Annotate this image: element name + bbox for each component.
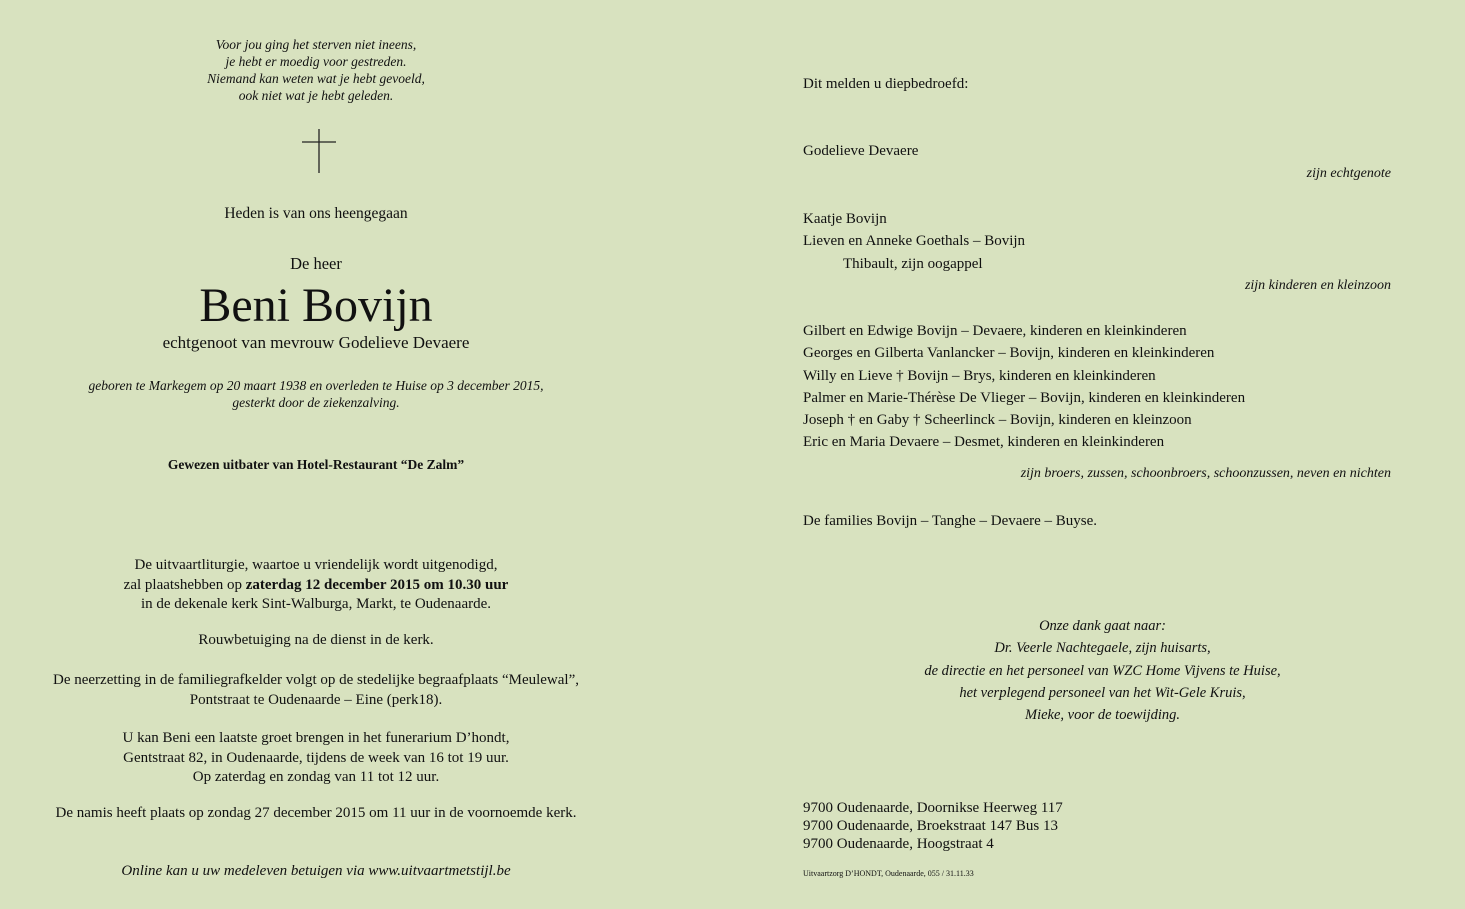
visitation-line: U kan Beni een laatste groet brengen in het funerarium D’hondt, xyxy=(122,730,510,746)
birth-death-line: geboren te Markegem op 20 maart 1938 en overleden te Huise op 3 december 2015, xyxy=(88,378,544,393)
list-item: Eric en Maria Devaere – Desmet, kinderen en kleinkinderen xyxy=(803,434,1165,451)
online-condolence: Online kan u uw medeleven betuigen via www.uitvaartmetstijl.be xyxy=(121,863,511,879)
funeral-info xyxy=(0,556,632,615)
siblings-role: zijn broers, zussen, schoonbroers, schoonzussen, neven en nichten xyxy=(1020,466,1391,481)
former-occupation: Gewezen uitbater van Hotel-Restaurant “De Zalm” xyxy=(167,457,465,472)
list-item: Gilbert en Edwige Bovijn – Devaere, kinderen en kleinkinderen xyxy=(803,323,1187,339)
addresses xyxy=(803,799,1063,853)
deceased-name: Beni Bovijn xyxy=(199,279,433,332)
children-list xyxy=(803,208,1025,275)
visitation-info xyxy=(0,729,632,788)
address-line: 9700 Oudenaarde, Hoogstraat 4 xyxy=(803,836,994,852)
poem-line: ook niet wat je hebt geleden. xyxy=(238,88,394,103)
poem-line: Voor jou ging het sterven niet ineens, xyxy=(215,37,417,52)
funeral-line: De uitvaartliturgie, waartoe u vriendelijk wordt uitgenodigd, xyxy=(134,557,498,573)
address-line: 9700 Oudenaarde, Broekstraat 147 Bus 13 xyxy=(803,818,1058,834)
visitation-line: Op zaterdag en zondag van 11 tot 12 uur. xyxy=(192,769,440,785)
list-item: Palmer en Marie-Thérèse De Vlieger – Bovijn, kinderen en kleinkinderen xyxy=(803,389,1246,406)
address-line: 9700 Oudenaarde, Doornikse Heerweg 117 xyxy=(803,800,1063,816)
intro-line: Dit melden u diepbedroefd: xyxy=(803,76,969,92)
burial-info xyxy=(0,671,632,710)
families-line: De families Bovijn – Tanghe – Devaere – Buyse. xyxy=(803,513,1098,529)
list-item: Thibault, zijn oogappel xyxy=(843,255,983,272)
list-item: Lieven en Anneke Goethals – Bovijn xyxy=(803,233,1026,250)
birth-death-line: gesterkt door de ziekenzalving. xyxy=(232,395,400,410)
funeral-line: in de dekenale kerk Sint-Walburga, Markt, te Oudenaarde. xyxy=(140,596,492,612)
funeral-date: zaterdag 12 december 2015 om 10.30 uur xyxy=(245,576,509,593)
thanks-line: Mieke, voor de toewijding. xyxy=(1024,707,1181,724)
poem xyxy=(0,36,632,104)
undertaker-info: Uitvaartzorg D’HONDT, Oudenaarde, 055 / 31.11.33 xyxy=(803,869,974,878)
siblings-list xyxy=(803,320,1245,454)
birth-death-info xyxy=(0,377,632,411)
wife-role: zijn echtgenote xyxy=(1306,166,1391,181)
thanks-line: Dr. Veerle Nachtegaele, zijn huisarts, xyxy=(994,640,1211,657)
poem-line: Niemand kan weten wat je hebt gevoeld, xyxy=(207,71,425,86)
children-role: zijn kinderen en kleinzoon xyxy=(1244,278,1391,293)
announcement-heading: Heden is van ons heengegaan xyxy=(224,205,408,222)
title-prefix: De heer xyxy=(290,254,342,273)
condolence-info: Rouwbetuiging na de dienst in de kerk. xyxy=(198,632,434,648)
funeral-line xyxy=(0,576,632,596)
burial-line: Pontstraat te Oudenaarde – Eine (perk18). xyxy=(189,691,443,708)
list-item: Willy en Lieve † Bovijn – Brys, kinderen en kleinkinderen xyxy=(803,367,1156,384)
cross-icon xyxy=(301,129,337,173)
mass-info: De namis heeft plaats op zondag 27 december 2015 om 11 uur in de voornoemde kerk. xyxy=(55,805,577,821)
poem-line: je hebt er moedig voor gestreden. xyxy=(225,54,407,69)
thanks-line: de directie en het personeel van WZC Home Vijvens te Huise, xyxy=(924,662,1281,679)
visitation-line: Gentstraat 82, in Oudenaarde, tijdens de week van 16 tot 19 uur. xyxy=(123,749,509,766)
burial-line: De neerzetting in de familiegrafkelder volgt op de stedelijke begraafplaats “Meulewal”, xyxy=(52,672,580,688)
thanks-line: Onze dank gaat naar: xyxy=(1039,618,1166,634)
thanks-section xyxy=(870,615,1335,726)
thanks-line: het verplegend personeel van het Wit-Gele Kruis, xyxy=(959,684,1246,701)
funeral-date-prefix: zal plaatshebben op xyxy=(123,576,246,593)
list-item: Georges en Gilberta Vanlancker – Bovijn, kinderen en kleinkinderen xyxy=(803,345,1215,362)
spouse-line: echtgenoot van mevrouw Godelieve Devaere xyxy=(162,333,470,352)
list-item: Joseph † en Gaby † Scheerlinck – Bovijn, kinderen en kleinzoon xyxy=(803,412,1192,429)
list-item: Kaatje Bovijn xyxy=(803,211,887,227)
wife-name: Godelieve Devaere xyxy=(803,143,919,159)
